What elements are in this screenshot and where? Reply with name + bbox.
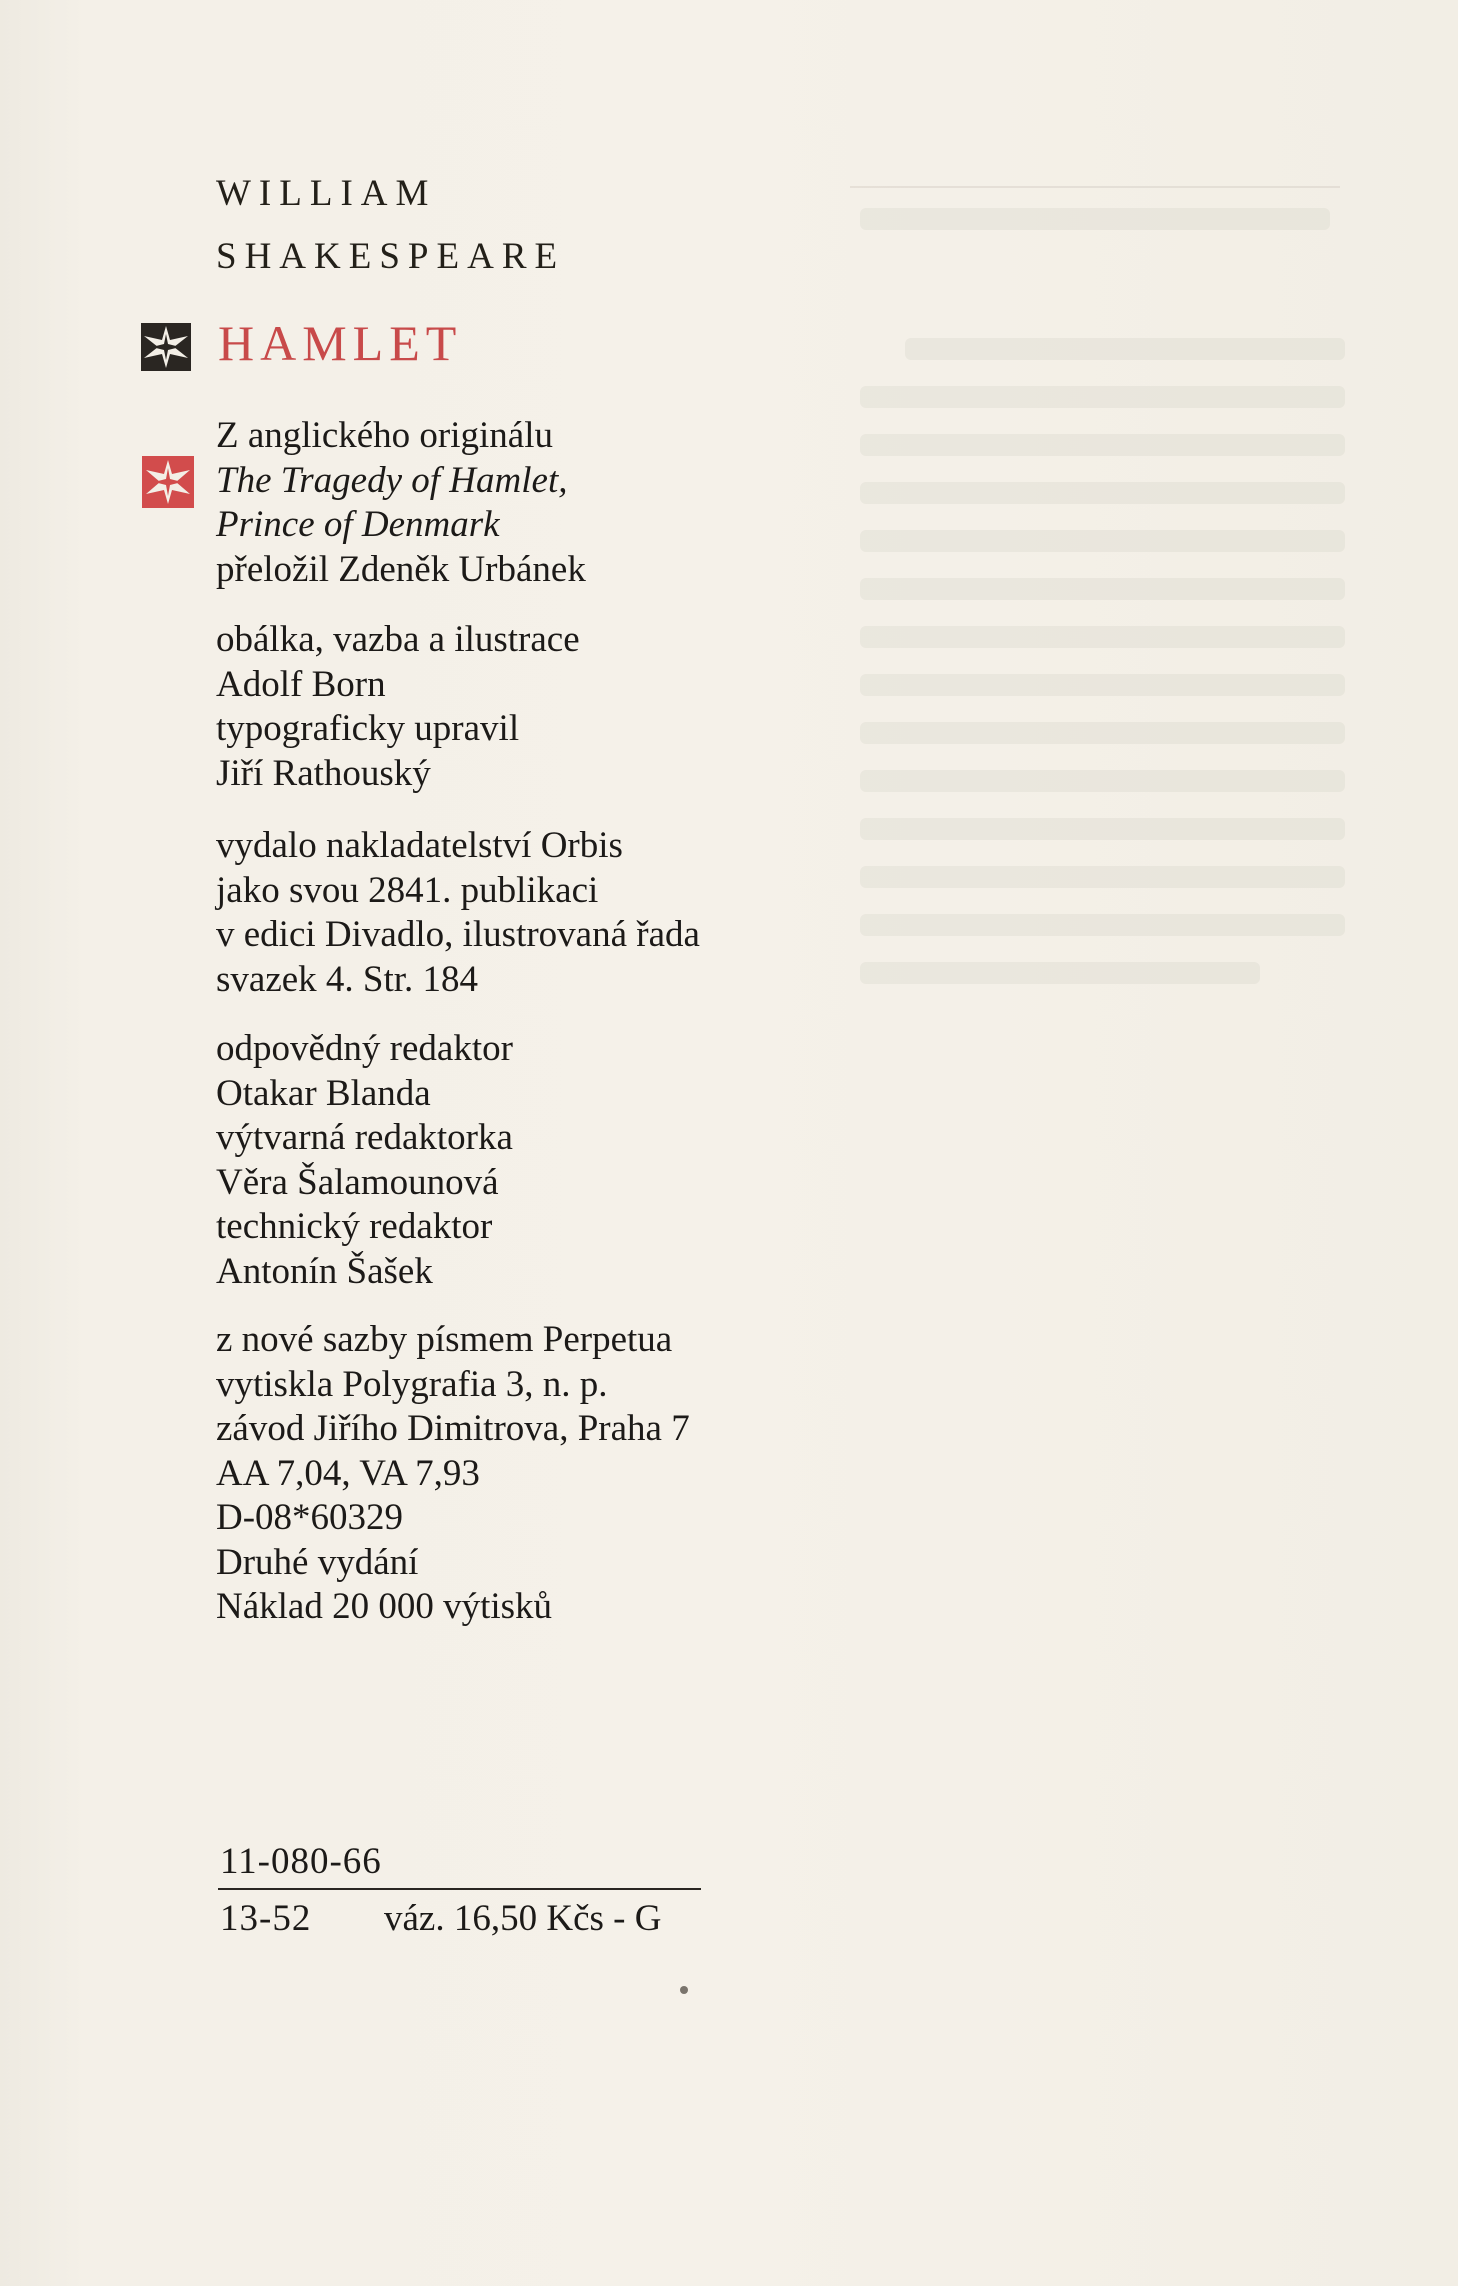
publisher-line: svazek 4. Str. 184	[216, 958, 479, 1000]
design-line: Adolf Born	[216, 663, 386, 705]
footer-divider	[218, 1888, 701, 1890]
printing-block	[216, 1318, 690, 1630]
publisher-line: v edici Divadlo, ilustrovaná řada	[216, 914, 700, 955]
printing-line: vytiskla Polygrafia 3, n. p.	[216, 1363, 608, 1405]
editor-line: Otakar Blanda	[216, 1072, 431, 1114]
editor-line: odpovědný redaktor	[216, 1028, 513, 1069]
author-last-name: SHAKESPEARE	[216, 236, 566, 277]
editors-block	[216, 1027, 513, 1294]
ink-speck	[680, 1986, 688, 1994]
printing-line: D-08*60329	[216, 1497, 404, 1538]
publisher-line: jako svou 2841. publikaci	[216, 869, 599, 911]
translation-line: Z anglického originálu	[216, 415, 554, 456]
original-title-line: The Tragedy of Hamlet,	[216, 459, 568, 501]
show-through-line	[860, 578, 1345, 600]
design-line: obálka, vazba a ilustrace	[216, 619, 580, 660]
show-through-rule	[850, 186, 1340, 188]
translator-line: přeložil Zdeněk Urbánek	[216, 548, 586, 590]
show-through-line	[860, 770, 1345, 792]
publisher-line: vydalo nakladatelství Orbis	[216, 825, 623, 866]
show-through-line	[860, 962, 1260, 984]
printing-line: závod Jiřího Dimitrova, Praha 7	[216, 1408, 690, 1449]
author-first-name: WILLIAM	[216, 173, 437, 214]
editor-line: Antonín Šašek	[216, 1250, 433, 1292]
show-through-line	[860, 482, 1345, 504]
design-line: Jiří Rathouský	[216, 752, 431, 794]
editor-line: technický redaktor	[216, 1206, 493, 1247]
printing-line: Náklad 20 000 výtisků	[216, 1586, 553, 1627]
show-through-line	[860, 866, 1345, 888]
show-through-line	[860, 386, 1345, 408]
group-code: 13-52	[220, 1898, 312, 1939]
design-line: typograficky upravil	[216, 708, 520, 749]
show-through-line	[860, 818, 1345, 840]
editor-line: výtvarná redaktorka	[216, 1117, 513, 1158]
show-through-line	[860, 208, 1330, 230]
translation-block	[216, 414, 586, 592]
price-text: váz. 16,50 Kčs - G	[384, 1898, 662, 1939]
publisher-block	[216, 824, 700, 1002]
price-line	[220, 1897, 661, 1940]
black-cross-ornament-icon	[140, 322, 192, 372]
show-through-line	[860, 914, 1345, 936]
show-through-line	[860, 530, 1345, 552]
printing-line: AA 7,04, VA 7,93	[216, 1452, 480, 1494]
red-cross-ornament-icon	[141, 455, 195, 509]
show-through-line	[860, 722, 1345, 744]
book-title: HAMLET	[218, 315, 463, 371]
printing-line: Druhé vydání	[216, 1541, 419, 1583]
show-through-line	[860, 626, 1345, 648]
show-through-line	[860, 674, 1345, 696]
printing-line: z nové sazby písmem Perpetua	[216, 1319, 673, 1360]
show-through-line	[860, 434, 1345, 456]
editor-line: Věra Šalamounová	[216, 1161, 499, 1203]
design-block	[216, 618, 580, 796]
original-title-line: Prince of Denmark	[216, 504, 500, 545]
catalog-code: 11-080-66	[220, 1841, 382, 1882]
show-through-line	[905, 338, 1345, 360]
